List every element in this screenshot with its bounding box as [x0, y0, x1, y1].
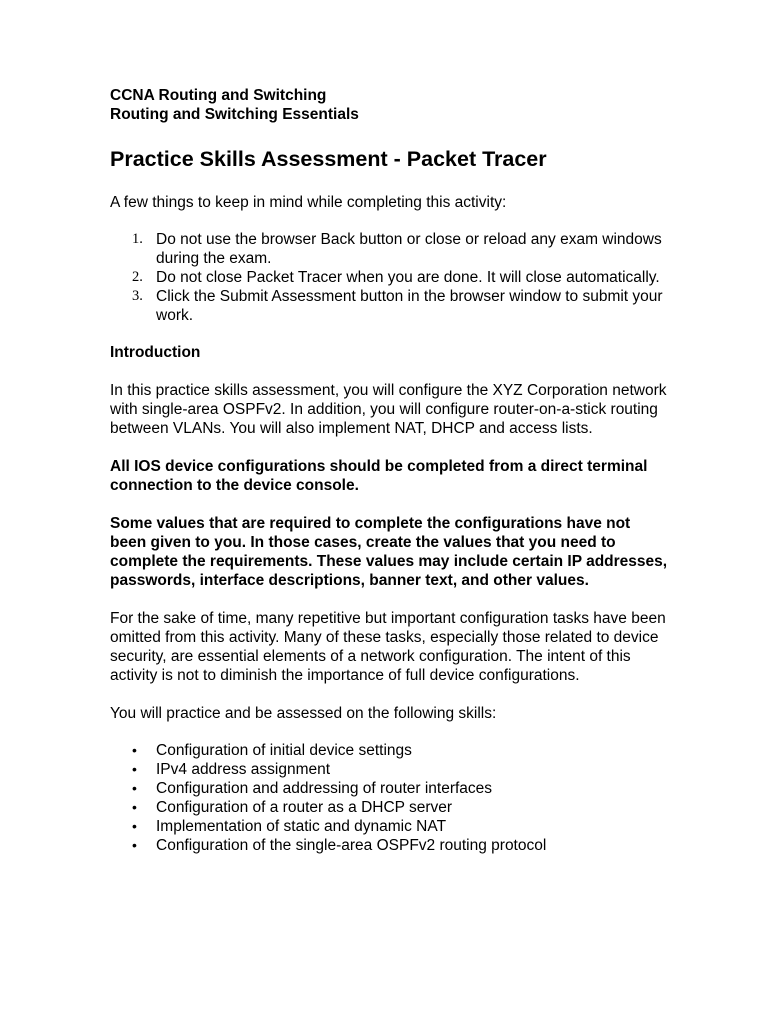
list-item — [110, 268, 670, 287]
skills-list — [110, 741, 670, 855]
list-item-text: Configuration of initial device settings — [156, 742, 412, 759]
list-item-text: Do not close Packet Tracer when you are done. It will close automatically. — [156, 269, 660, 286]
list-item — [110, 760, 670, 779]
list-item — [110, 817, 670, 836]
section-heading-introduction: Introduction — [110, 344, 201, 361]
list-item — [110, 741, 670, 760]
instructions-intro: A few things to keep in mind while completing this activity: — [110, 194, 507, 211]
bullet-icon: • — [132, 799, 137, 815]
intro-paragraph: In this practice skills assessment, you will configure the XYZ Corporation network with single-area OSPFv2. In addition, you will configure router-on-a-stick routing between VLANs. You will also implement NAT, DHCP and access lists. — [110, 382, 667, 437]
list-item-text: Configuration and addressing of router interfaces — [156, 780, 493, 797]
module-name: Routing and Switching Essentials — [110, 106, 359, 123]
skills-intro: You will practice and be assessed on the following skills: — [110, 705, 497, 722]
list-item — [110, 798, 670, 817]
list-item — [110, 779, 670, 798]
list-item-text: Do not use the browser Back button or close or reload any exam windows during the exam. — [156, 231, 662, 267]
bullet-icon: • — [132, 818, 137, 834]
list-item-text: Configuration of a router as a DHCP server — [156, 799, 453, 816]
values-notice: Some values that are required to complete the configurations have not been given to you. In those cases, create the values that you need to complete the requirements. These values may include certain IP addresses, passwords, interface descriptions, banner text, and other values. — [110, 515, 668, 589]
document-page — [110, 86, 670, 855]
bullet-icon: • — [132, 780, 137, 796]
console-notice: All IOS device configurations should be completed from a direct terminal connection to the device console. — [110, 458, 648, 494]
bullet-icon: • — [132, 742, 137, 758]
list-item — [110, 230, 670, 268]
bullet-icon: • — [132, 761, 137, 777]
bullet-icon: • — [132, 837, 137, 853]
list-item — [110, 287, 670, 325]
list-item-text: IPv4 address assignment — [156, 761, 331, 778]
list-item-text: Implementation of static and dynamic NAT — [156, 818, 447, 835]
list-number: 1. — [132, 231, 143, 247]
instructions-list — [110, 230, 670, 325]
list-item-text: Click the Submit Assessment button in the browser window to submit your work. — [156, 288, 663, 324]
list-item — [110, 836, 670, 855]
list-number: 2. — [132, 269, 143, 285]
list-number: 3. — [132, 288, 143, 304]
omitted-tasks-paragraph: For the sake of time, many repetitive but important configuration tasks have been omitted from this activity. Many of these tasks, especially those related to device security, are essential elements of a network configuration. The intent of this activity is not to diminish the importance of full device configurations. — [110, 610, 666, 684]
list-item-text: Configuration of the single-area OSPFv2 routing protocol — [156, 837, 547, 854]
course-name: CCNA Routing and Switching — [110, 87, 327, 104]
page-title: Practice Skills Assessment - Packet Tracer — [110, 147, 547, 171]
